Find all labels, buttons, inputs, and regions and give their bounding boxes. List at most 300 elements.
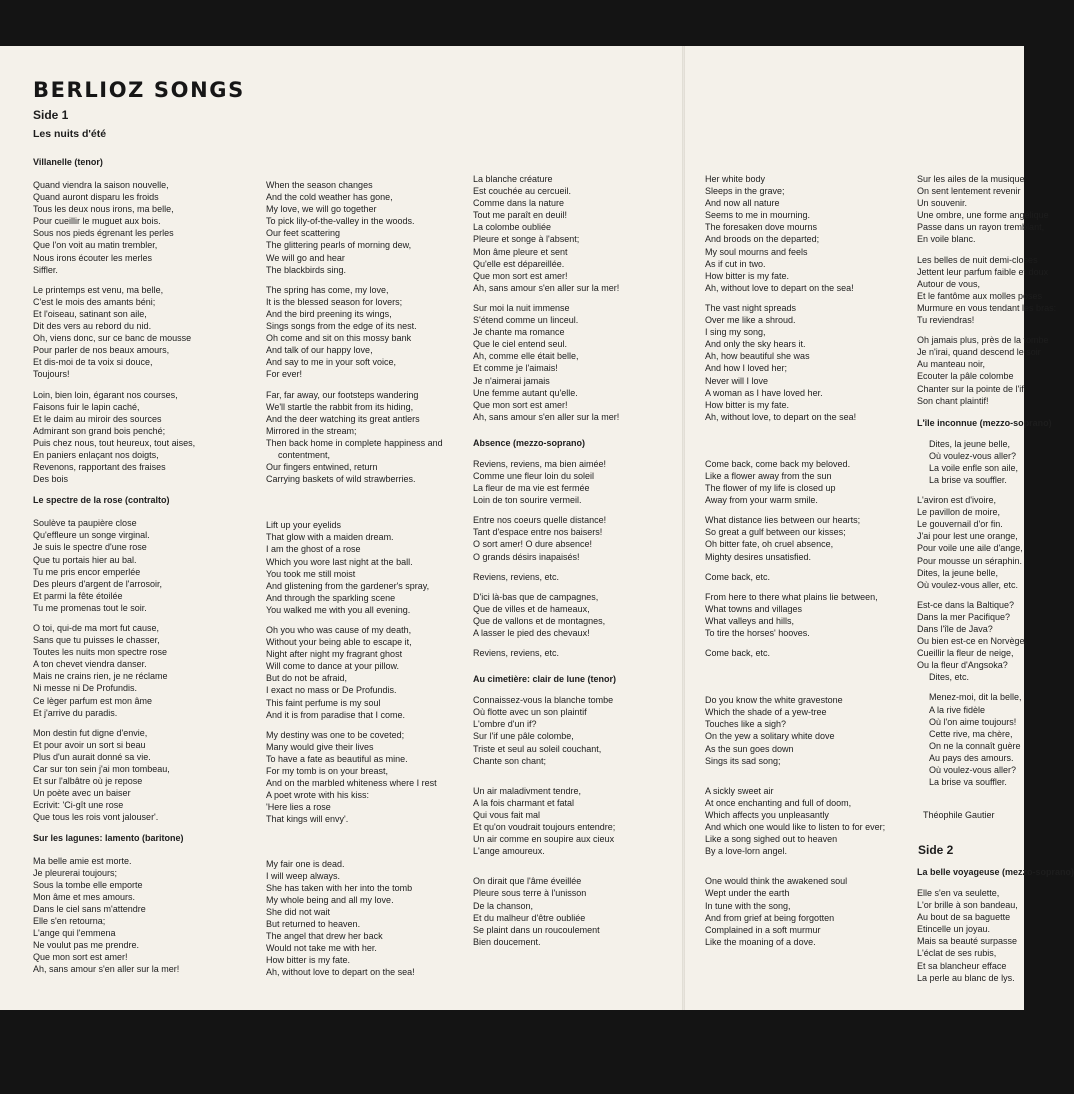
lyric-line: To have a fate as beautiful as mine. <box>266 753 408 764</box>
lyric-line: Which the shade of a yew-tree <box>705 707 827 718</box>
lyric-line: Se plaint dans un roucoulement <box>473 924 600 935</box>
lyric-line: And broods on the departed; <box>705 234 820 245</box>
lyric-line: Will come to dance at your pillow. <box>266 661 400 672</box>
lyric-line: Cueillir la fleur de neige, <box>917 648 1014 659</box>
lyric-line: Pour mousse un séraphin. <box>917 555 1023 566</box>
stanza <box>473 875 619 948</box>
lyric-line: Toutes les nuits mon spectre rose <box>33 647 168 658</box>
lyric-line: Où voulez-vous aller, etc. <box>917 579 1019 590</box>
lyric-line: L'éclat de ses rubis, <box>917 948 997 959</box>
lyric-line: My love, we will go together <box>266 204 377 215</box>
lyric-line: Come back, etc. <box>705 571 771 582</box>
lyric-line: Le gouvernail d'or fin. <box>917 519 1003 530</box>
lyric-line: Je n'irai, quand descend le soir <box>917 347 1041 358</box>
stanza <box>266 284 443 381</box>
lyric-line: Sings songs from the edge of its nest. <box>266 321 417 332</box>
lyric-line: That kings will envy'. <box>266 814 349 825</box>
lyric-line: La perle au blanc de lys. <box>917 972 1015 983</box>
lyric-line: Away from your warm smile. <box>705 495 818 506</box>
lyric-line: Plus d'un aurait donné sa vie. <box>33 751 151 762</box>
lyric-line: Revenons, rapportant des fraises <box>33 462 166 473</box>
lyric-line: Qu'effleure un songe virginal. <box>33 530 150 541</box>
lyric-line: Dans l'île de Java? <box>917 624 993 634</box>
lyric-line: It is the blessed season for lovers; <box>266 296 403 307</box>
stanza <box>705 694 885 767</box>
lyric-line: Ah, without love, to depart on the sea! <box>705 411 857 422</box>
lyric-line: Mighty desires unsatisfied. <box>705 551 812 562</box>
lyric-line: Pour cueillir le muguet aux bois. <box>33 216 161 227</box>
liner-notes-sheet <box>0 46 1074 1010</box>
lyric-line: The foresaken dove mourns <box>705 222 818 233</box>
lyric-line: Je chante ma romance <box>473 327 565 338</box>
stanza <box>33 855 195 976</box>
lyric-line: My soul mourns and feels <box>705 246 808 257</box>
lyric-line: From here to there what plains lie between, <box>705 591 878 602</box>
stanza <box>266 389 443 486</box>
lyric-line: And now all nature <box>705 198 780 209</box>
lyric-line: Sous nos pieds égrenant les perles <box>33 228 174 239</box>
lyric-line: Et le fantôme aux molles poses <box>917 290 1043 301</box>
lyric-line: Which you wore last night at the ball. <box>266 556 413 567</box>
lyric-line: A ton chevet viendra danser. <box>33 659 147 670</box>
lyric-line: Sur les ailes de la musique <box>917 174 1025 184</box>
lyric-line: Et le daim au miroir des sources <box>33 413 162 424</box>
lyric-line: Ah, sans amour s'en aller sur la mer! <box>473 411 620 422</box>
lyric-line: Où flotte avec un son plaintif <box>473 707 587 718</box>
lyric-line: Mon âme et mes amours. <box>33 891 136 902</box>
lyric-line: Tous les deux nous irons, ma belle, <box>33 204 174 215</box>
lyric-line: On dirait que l'âme éveillée <box>473 876 582 887</box>
lyric-line: Ecouter la pâle colombe <box>917 371 1014 382</box>
lyric-line: La brise va souffler. <box>929 474 1007 485</box>
song-title: Au cimetière: clair de lune (tenor) <box>473 674 617 685</box>
lyric-line: As the sun goes down <box>705 743 794 754</box>
lyric-line: J'ai pour lest une orange, <box>917 531 1018 542</box>
lyric-line: La brise va souffler. <box>929 777 1007 788</box>
lyric-line: contentment, <box>278 449 331 460</box>
lyric-line: En voile blanc. <box>917 234 976 245</box>
lyric-line: The vast night spreads <box>705 302 797 313</box>
lyric-line: Would not take me with her. <box>266 943 377 954</box>
lyric-line: Et l'oiseau, satinant son aile, <box>33 308 147 319</box>
lyric-line: Many would give their lives <box>266 741 374 752</box>
lyric-line: Mon destin fut digne d'envie, <box>33 727 148 738</box>
lyric-line: As if cut in two. <box>705 258 766 269</box>
stanza <box>705 571 885 583</box>
lyric-line: Touches like a sigh? <box>705 719 787 730</box>
lyric-line: En paniers enlaçant nos doigts, <box>33 449 159 460</box>
lyric-line: And the deer watching its great antlers <box>266 413 420 424</box>
stanza <box>473 458 619 506</box>
side-2-heading: Side 2 <box>918 843 954 857</box>
lyric-line: Dites, la jeune belle, <box>917 567 999 578</box>
stanza <box>705 591 885 639</box>
lyric-line: We will go and hear <box>266 252 345 263</box>
lyric-line: Autour de vous, <box>917 278 981 289</box>
lyric-line: O sort amer! O dure absence! <box>473 539 593 550</box>
lyric-line: Tout me paraît en deuil! <box>473 210 568 221</box>
lyric-line: L'ange qui l'emmena <box>33 928 116 939</box>
cycle-title: Les nuits d'été <box>33 128 107 140</box>
lyric-line: Pour parler de nos beaux amours, <box>33 345 170 356</box>
column-4 <box>705 173 885 948</box>
lyric-line: Je n'aimerai jamais <box>473 375 550 386</box>
lyric-line: Dites, la jeune belle, <box>929 438 1011 449</box>
lyric-line: Un souvenir. <box>917 198 968 209</box>
lyric-line: Menez-moi, dit la belle, <box>929 692 1022 703</box>
stanza <box>705 302 885 423</box>
lyric-line: Au pays des amours. <box>929 752 1014 763</box>
lyric-line: Ou la fleur d'Angsoka? <box>917 660 1008 671</box>
lyric-line: Car sur ton sein j'ai mon tombeau, <box>33 764 170 775</box>
lyric-line: Dit des vers au rebord du nid. <box>33 321 152 332</box>
column-5-side-2 <box>917 866 1074 984</box>
lyric-line: Dans le ciel sans m'attendre <box>33 903 146 914</box>
lyric-line: That glow with a maiden dream. <box>266 532 394 543</box>
lyric-line: La blanche créature <box>473 174 553 184</box>
stanza <box>705 875 885 948</box>
lyric-line: La voile enfle son aile, <box>929 462 1019 473</box>
lyric-line: Bien doucement. <box>473 936 541 947</box>
lyric-line: Où l'on aime toujours! <box>929 716 1017 727</box>
lyric-line: Ma belle amie est morte. <box>33 855 132 866</box>
lyric-line: Our feet scattering <box>266 228 341 239</box>
lyric-line: So great a gulf between our kisses; <box>705 527 846 538</box>
lyric-line: L'ange amoureux. <box>473 846 545 857</box>
lyric-line: Comme dans la nature <box>473 198 565 209</box>
lyric-line: Que mon sort est amer! <box>473 270 568 281</box>
lyric-line: Sous la tombe elle emporte <box>33 879 143 890</box>
lyric-line: Admirant son grand bois penché; <box>33 425 166 436</box>
lyric-line: Que tous les rois vont jalouser'. <box>33 812 159 823</box>
lyric-line: Pour voile une aile d'ange, <box>917 543 1023 554</box>
lyric-line: D'ici là-bas que de campagnes, <box>473 591 599 602</box>
song-title: Villanelle (tenor) <box>33 157 103 167</box>
stanza <box>705 647 885 659</box>
lyric-line: Que de vallons et de montagnes, <box>473 615 606 626</box>
lyric-line: A woman as I have loved her. <box>705 387 823 398</box>
lyric-line: Passe dans un rayon tremblant, <box>917 222 1045 233</box>
stanza <box>917 334 1056 407</box>
lyric-line: Est-ce dans la Baltique? <box>917 599 1015 610</box>
lyric-line: Connaissez-vous la blanche tombe <box>473 695 614 706</box>
song-title: Le spectre de la rose (contralto) <box>33 495 170 506</box>
lyric-line: Reviens, reviens, etc. <box>473 571 560 582</box>
lyric-line: Lift up your eyelids <box>266 520 342 531</box>
lyric-line: Et dis-moi de ta voix si douce, <box>33 357 153 368</box>
lyric-line: Un air maladivment tendre, <box>473 785 582 796</box>
stanza <box>705 514 885 562</box>
stanza <box>705 458 885 506</box>
lyric-line: Murmure en vous tendant les bras: <box>917 302 1057 313</box>
lyric-line: My whole being and all my love. <box>266 894 394 905</box>
lyric-line: Puis chez nous, tout heureux, tout aises, <box>33 437 196 448</box>
lyric-line: A la rive fidèle <box>929 704 986 715</box>
lyric-line: The spring has come, my love, <box>266 284 389 295</box>
stanza <box>473 571 619 583</box>
lyric-line: Pleure et songe à l'absent; <box>473 234 580 245</box>
lyric-line: Ah, how beautiful she was <box>705 351 810 362</box>
lyric-line: I exact no mass or De Profundis. <box>266 685 397 696</box>
lyric-line: Que le ciel entend seul. <box>473 339 568 350</box>
lyric-line: And say to me in your soft voice, <box>266 357 397 368</box>
lyric-line: Cette rive, ma chère, <box>929 728 1013 739</box>
stanza <box>266 858 443 979</box>
lyric-line: Chante son chant; <box>473 755 547 766</box>
lyric-line: Sleeps in the grave; <box>705 186 785 197</box>
lyric-line: Que mon sort est amer! <box>33 952 128 963</box>
lyric-line: Je pleurerai toujours; <box>33 867 118 878</box>
column-2 <box>266 179 443 978</box>
lyric-line: On the yew a solitary white dove <box>705 731 835 742</box>
lyric-line: In tune with the song, <box>705 900 791 911</box>
lyric-line: Que de villes et de hameaux, <box>473 603 590 614</box>
lyric-line: The glittering pearls of morning dew, <box>266 240 412 251</box>
lyric-line: Sings its sad song; <box>705 755 781 766</box>
lyric-line: Et j'arrive du paradis. <box>33 707 118 718</box>
stanza <box>917 599 1056 684</box>
lyric-line: And the cold weather has gone, <box>266 192 393 203</box>
lyric-line: Et pour avoir un sort si beau <box>33 739 146 750</box>
lyric-line: And on the marbled whiteness where I rest <box>266 778 437 789</box>
lyric-line: A poet wrote with his kiss: <box>266 790 370 801</box>
stanza <box>266 624 443 721</box>
poet-credit: Théophile Gautier <box>923 810 995 820</box>
lyric-line: Des pleurs d'argent de l'arrosoir, <box>33 578 163 589</box>
lyric-line: Oh come and sit on this mossy bank <box>266 333 412 344</box>
lyric-line: Pleure sous terre à l'unisson <box>473 888 587 899</box>
lyric-line: Siffler. <box>33 264 58 275</box>
lyric-line: Loin de ton sourire vermeil. <box>473 495 582 506</box>
lyric-line: And which one would like to listen to for ever; <box>705 822 886 833</box>
lyric-line: Like the moaning of a dove. <box>705 936 816 947</box>
lyric-line: Le printemps est venu, ma belle, <box>33 284 164 295</box>
lyric-line: To pick lily-of-the-valley in the woods. <box>266 216 415 227</box>
lyric-line: Triste et seul au soleil couchant, <box>473 743 602 754</box>
lyric-line: My destiny was one to be coveted; <box>266 729 405 740</box>
lyric-line: And only the sky hears it. <box>705 339 806 350</box>
lyric-line: Loin, bien loin, égarant nos courses, <box>33 389 178 400</box>
song-title: L'île inconnue (mezzo-soprano) <box>917 417 1052 428</box>
lyric-line: Do you know the white gravestone <box>705 695 843 706</box>
lyric-line: And from grief at being forgotten <box>705 912 835 923</box>
lyric-line: Et du malheur d'être oubliée <box>473 912 586 923</box>
lyric-line: Un air comme en soupire aux cieux <box>473 834 615 845</box>
lyric-line: Oh, viens donc, sur ce banc de mousse <box>33 333 192 344</box>
song-title: Sur les lagunes: lamento (baritone) <box>33 832 184 843</box>
lyric-line: Mon âme pleure et sent <box>473 246 568 257</box>
stanza <box>33 389 195 486</box>
lyric-line: But returned to heaven. <box>266 918 361 929</box>
stanza <box>473 173 619 294</box>
lyric-line: Never will I love <box>705 375 769 386</box>
lyric-line: But do not be afraid, <box>266 673 348 684</box>
lyric-line: Où voulez-vous aller? <box>929 450 1017 461</box>
lyric-line: When the season changes <box>266 180 373 190</box>
lyric-line: Elle s'en retourna; <box>33 915 106 926</box>
page-fold <box>682 46 685 1010</box>
lyric-line: And through the sparkling scene <box>266 592 396 603</box>
lyric-line: This faint perfume is my soul <box>266 697 381 708</box>
lyric-line: Carrying baskets of wild strawberries. <box>266 474 416 485</box>
lyric-line: Oh jamais plus, près de la tombe <box>917 335 1049 346</box>
lyric-line: Son chant plaintif! <box>917 395 989 406</box>
lyric-line: Tu me promenas tout le soir. <box>33 602 147 613</box>
lyric-line: De la chanson, <box>473 900 534 911</box>
lyric-line: Ni messe ni De Profundis. <box>33 683 138 694</box>
lyric-line: You took me still moist <box>266 568 356 579</box>
lyric-line: Ne voulut pas me prendre. <box>33 940 140 951</box>
lyric-line: Au manteau noir, <box>917 359 986 370</box>
lyric-line: Que tu portais hier au bal. <box>33 554 137 565</box>
stanza <box>705 785 885 858</box>
lyric-line: Une ombre, une forme angélique <box>917 210 1049 221</box>
lyric-line: At once enchanting and full of doom, <box>705 797 852 808</box>
lyric-line: Quand auront disparu les froids <box>33 192 159 203</box>
column-1 <box>33 156 195 975</box>
stanza <box>473 302 619 423</box>
stanza <box>705 173 885 294</box>
lyric-line: Mirrored in the stream; <box>266 425 357 436</box>
lyric-line: L'ombre d'un if? <box>473 719 537 730</box>
lyric-line: Sans que tu puisses le chasser, <box>33 635 160 646</box>
lyric-line: Le pavillon de moire, <box>917 507 1001 518</box>
lyric-line: A sickly sweet air <box>705 785 774 796</box>
lyric-line: Ah, comme elle était belle, <box>473 351 579 362</box>
lyric-line: Which affects you unpleasantly <box>705 809 829 820</box>
lyric-line: We'll startle the rabbit from its hiding, <box>266 401 414 412</box>
lyric-line: Like a flower away from the sun <box>705 470 832 481</box>
stanza <box>33 622 195 719</box>
lyric-line: Chanter sur la pointe de l'if <box>917 383 1024 394</box>
lyric-line: A la fois charmant et fatal <box>473 797 575 808</box>
lyric-line: Quand viendra la saison nouvelle, <box>33 180 169 190</box>
song-title: La belle voyageuse (mezzo-soprano) <box>917 867 1074 877</box>
lyric-line: Without your being able to escape it, <box>266 637 412 648</box>
lyric-line: L'or brille à son bandeau, <box>917 900 1018 911</box>
lyric-line: Night after night my fragrant ghost <box>266 649 403 660</box>
lyric-line: On ne la connaît guère <box>929 740 1021 751</box>
lyric-line: One would think the awakened soul <box>705 876 848 887</box>
lyric-line: Wept under the earth <box>705 888 790 899</box>
lyric-line: Comme une fleur loin du soleil <box>473 470 595 481</box>
lyric-line: How bitter is my fate. <box>705 270 790 281</box>
lyric-line: Seems to me in mourning. <box>705 210 811 221</box>
lyric-line: And it is from paradise that I come. <box>266 709 406 720</box>
lyric-line: C'est le mois des amants béni; <box>33 296 156 307</box>
lyric-line: Mais sa beauté surpasse <box>917 936 1018 947</box>
stanza <box>266 729 443 826</box>
lyric-line: To tire the horses' hooves. <box>705 628 810 638</box>
lyric-line: S'étend comme un linceul. <box>473 315 579 326</box>
lyric-line: Her white body <box>705 174 766 184</box>
lyric-line: Qu'elle est dépareillée. <box>473 258 565 269</box>
stanza <box>473 785 619 858</box>
side-1-heading: Side 1 <box>33 108 69 122</box>
lyric-line: Qui vous fait mal <box>473 809 541 820</box>
song-title: Absence (mezzo-soprano) <box>473 437 586 448</box>
lyric-line: Ecrivit: 'Ci-gît une rose <box>33 800 124 811</box>
lyric-line: Tant d'espace entre nos baisers! <box>473 527 603 538</box>
stanza <box>917 691 1056 788</box>
lyric-line: Mais ne crains rien, je ne réclame <box>33 671 168 682</box>
lyric-line: For my tomb is on your breast, <box>266 766 389 777</box>
lyric-line: The flower of my life is closed up <box>705 483 836 494</box>
lyric-line: She has taken with her into the tomb <box>266 882 413 893</box>
stanza <box>33 517 195 614</box>
lyric-line: Un poète avec un baiser <box>33 788 131 799</box>
lyric-line: Dans la mer Pacifique? <box>917 611 1011 622</box>
lyric-line: Est couchée au cercueil. <box>473 186 572 197</box>
lyric-line: La colombe oubliée <box>473 222 552 233</box>
stanza <box>266 519 443 616</box>
lyric-line: And the bird preening its wings, <box>266 308 392 319</box>
lyric-line: She did not wait <box>266 906 331 917</box>
lyric-line: Ce lèger parfum est mon âme <box>33 695 153 706</box>
lyric-line: And how I loved her; <box>705 363 788 374</box>
column-5 <box>917 173 1056 788</box>
lyric-line: Like a song sighed out to heaven <box>705 834 838 845</box>
lyric-line: Over me like a shroud. <box>705 315 796 326</box>
lyric-line: Soulève ta paupière close <box>33 518 137 529</box>
lyric-line: Complained in a soft murmur <box>705 924 821 935</box>
stanza <box>917 494 1056 591</box>
lyric-line: The angel that drew her back <box>266 931 383 942</box>
lyric-line: Les belles de nuit demi-closes <box>917 254 1038 265</box>
lyric-line: Sur l'if une pâle colombe, <box>473 731 574 742</box>
stanza <box>917 887 1074 984</box>
stanza <box>473 591 619 639</box>
lyric-line: A lasser le pied des chevaux! <box>473 628 590 638</box>
lyric-line: Tu reviendras! <box>917 315 975 326</box>
lyric-line: Que mon sort est amer! <box>473 399 568 410</box>
stanza <box>917 173 1056 246</box>
lyric-line: Our fingers entwined, return <box>266 462 378 473</box>
lyric-line: Ah, without love to depart on the sea! <box>266 967 415 978</box>
lyric-line: Où voulez-vous aller? <box>929 765 1017 776</box>
lyric-line: L'aviron est d'ivoire, <box>917 495 996 506</box>
lyric-line: Ah, without love to depart on the sea! <box>705 282 854 293</box>
lyric-line: Come back, etc. <box>705 648 771 659</box>
stanza <box>917 438 1056 486</box>
lyric-line: Ah, sans amour s'en aller sur la mer! <box>473 282 620 293</box>
lyric-line: Sur moi la nuit immense <box>473 302 570 313</box>
lyric-line: Au bout de sa baguette <box>917 912 1011 923</box>
lyric-line: Entre nos coeurs quelle distance! <box>473 515 607 526</box>
lyric-line: Que l'on voit au matin trembler, <box>33 240 158 251</box>
lyric-line: Et parmi la fête étoilée <box>33 590 123 601</box>
lyric-line: Une femme autant qu'elle. <box>473 387 578 398</box>
lyric-line: Reviens, reviens, etc. <box>473 648 560 659</box>
lyric-line: What valleys and hills, <box>705 615 795 626</box>
lyric-line: The blackbirds sing. <box>266 264 347 275</box>
lyric-line: Ah, sans amour s'en aller sur la mer! <box>33 964 180 975</box>
lyric-line: Etincelle un joyau. <box>917 924 991 935</box>
lyric-line: Et sur l'albâtre où je repose <box>33 776 143 787</box>
lyric-line: Des bois <box>33 474 69 485</box>
lyric-line: And glistening from the gardener's spray, <box>266 580 430 591</box>
lyric-line: Toujours! <box>33 369 70 380</box>
lyric-line: What distance lies between our hearts; <box>705 515 861 526</box>
lyric-line: Faisons fuir le lapin caché, <box>33 401 140 412</box>
stanza <box>473 694 619 767</box>
stanza <box>33 179 195 276</box>
stanza <box>473 647 619 659</box>
lyric-line: Then back home in complete happiness and <box>266 437 443 448</box>
lyric-line: Dites, etc. <box>929 672 970 683</box>
lyric-line: Et comme je l'aimais! <box>473 363 558 374</box>
lyric-line: I sing my song, <box>705 327 766 338</box>
